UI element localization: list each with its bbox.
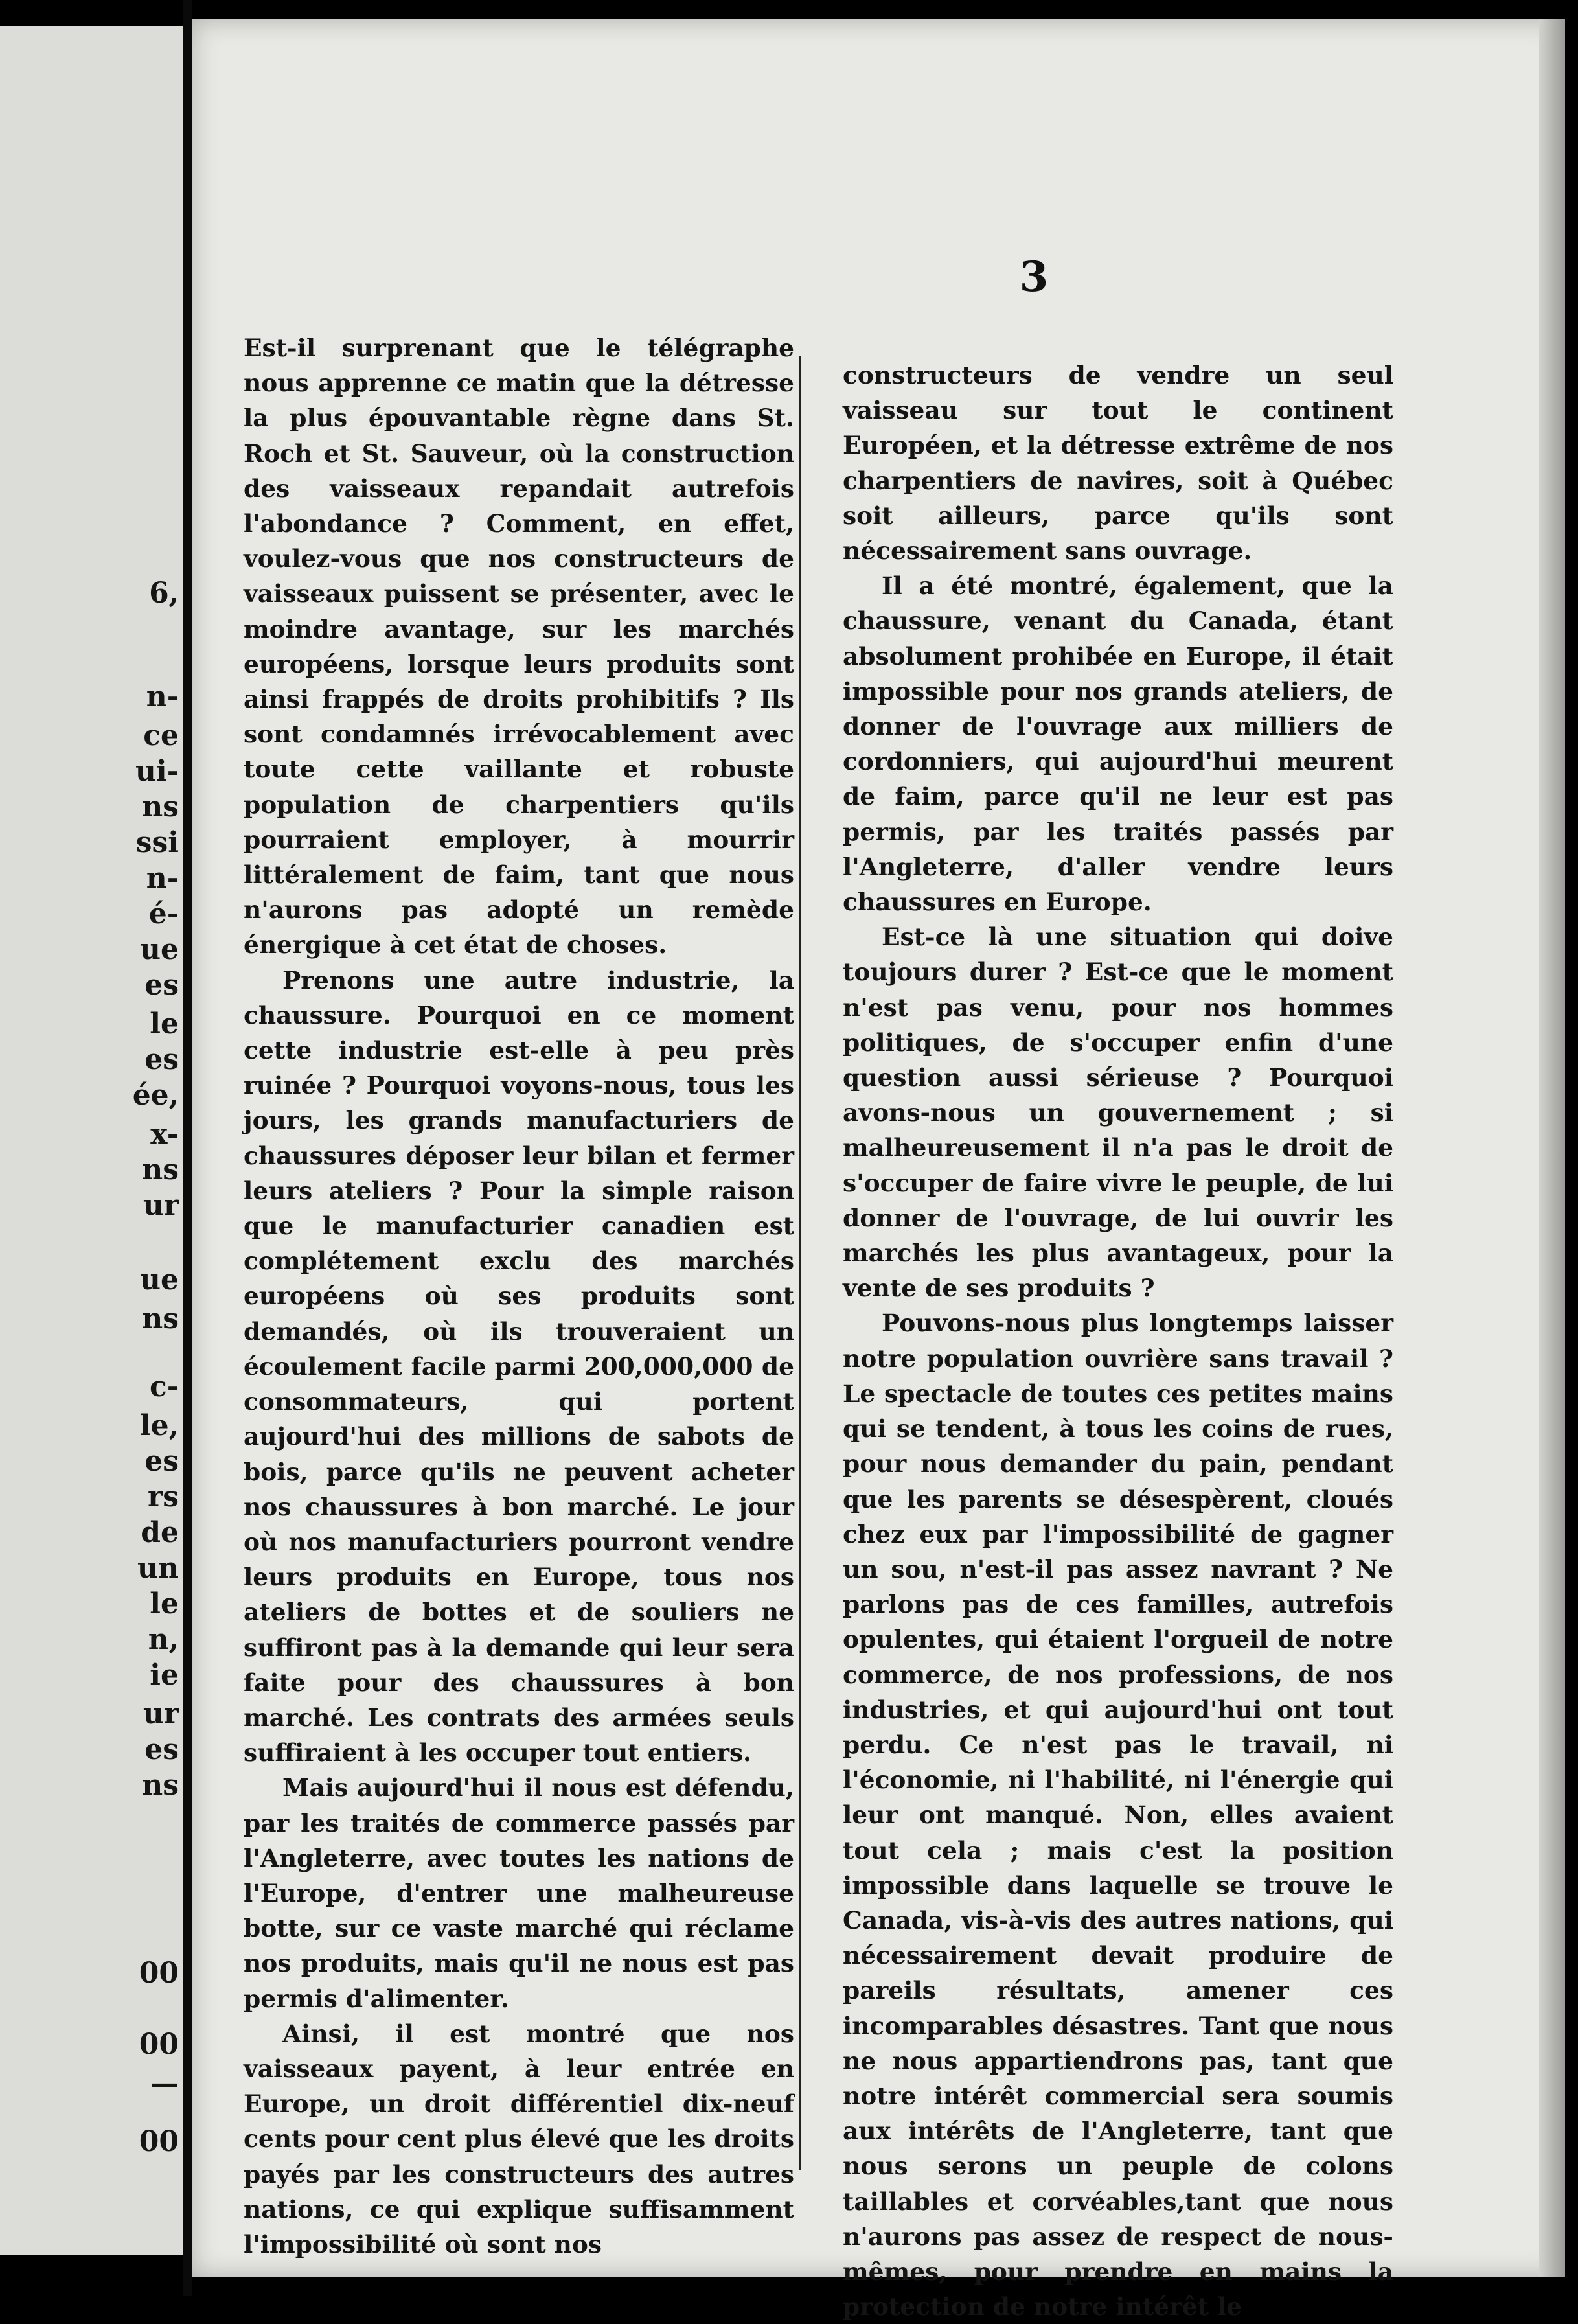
facing-page-fragment: é-: [148, 897, 179, 930]
facing-page-fragment: 00: [139, 1957, 179, 1990]
facing-page-fragment: —: [150, 2067, 179, 2100]
facing-page-fragment: ns: [142, 1153, 179, 1186]
facing-page-fragment: 00: [139, 2028, 179, 2061]
facing-page-fragment: n-: [146, 680, 179, 713]
facing-page-fragment: de: [141, 1516, 179, 1549]
facing-page-fragment: es: [144, 1445, 179, 1478]
facing-page-fragment: c-: [149, 1370, 179, 1403]
facing-page-fragment: ui-: [135, 755, 179, 788]
facing-page-fragment: ssi: [135, 826, 179, 859]
facing-page-fragment: ns: [142, 1302, 179, 1335]
column-divider: [799, 356, 801, 2170]
paragraph: Mais aujourd'hui il nous est défendu, par les traités de commerce passés par l'Angleterre, avec toutes les nations de l'Europe, d'entrer une malheureuse botte, sur ce vaste marché qui réclame nos produits, mais qu'il ne nous est pas permis d'alimenter.: [244, 1773, 794, 2013]
facing-page-fragment: le: [150, 1007, 179, 1041]
binding-gutter: [183, 0, 192, 2296]
paragraph: Pouvons-nous plus longtemps laisser notre population ouvrière sans travail ? Le spectacle de toutes ces petites mains qui se tendent, à tous les coins de rues, pour nous demander du pain, pendant que les parents se désespèrent, cloués chez eux par l'impossibilité de gagner un sou, n'est-il pas assez navrant ? Ne parlons pas de ces familles, autrefois opulentes, qui étaient l'orgueil de notre commerce, de nos professions, de nos industries, et qui aujourd'hui ont tout perdu. Ce n'est pas le travail, ni l'économie, ni l'habilité, ni l'énergie qui leur ont manqué. Non, elles avaient tout cela ; mais c'est la position impossible dans laquelle se trouve le Canada, vis-à-vis des autres nations, qui nécessairement devait produire de pareils résultats, amener ces incomparables désastres. Tant que nous ne nous appartiendrons pas, tant que notre intérêt commercial sera soumis aux intérêts de l'Angleterre, tant que nous serons un peuple de colons taillables et corvéables,tant que nous n'aurons pas assez de respect de nous-mêmes, pour prendre en mains la protection de notre intérêt le: [843, 1309, 1393, 2321]
paragraph: Est-ce là une situation qui doive toujours durer ? Est-ce que le moment n'est pas venu, pour nos hommes politiques, de s'occuper enfin d'une question aussi sérieuse ? Pourquoi avons-nous un gouvernement ; si malheureusement il n'a pas le droit de s'occuper de faire vivre le peuple, de lui donner de l'ouvrage, de lui ouvrir les marchés les plus avantageux, pour la vente de ses produits ?: [843, 923, 1393, 1303]
facing-page-edge: [0, 26, 183, 2255]
facing-page-fragment: le: [150, 1587, 179, 1620]
facing-page-fragment: ns: [142, 790, 179, 823]
text-column-left: [244, 330, 794, 2262]
paragraph: Il a été montré, également, que la chaussure, venant du Canada, étant absolument prohibée en Europe, il était impossible pour nos grands ateliers, de donner de l'ouvrage aux milliers de cordonniers, qui aujourd'hui meurent de faim, parce qu'il ne leur est pas permis, par les traités passés par l'Angleterre, d'aller vendre leurs chaussures en Europe.: [843, 571, 1393, 917]
facing-page-fragment: ce: [143, 719, 179, 752]
facing-page-fragment: ue: [140, 933, 179, 966]
facing-page-fragment: es: [144, 969, 179, 1002]
facing-page-fragment: ur: [143, 1697, 179, 1731]
facing-page-fragment: x-: [150, 1118, 179, 1151]
paragraph: constructeurs de vendre un seul vaisseau sur tout le continent Européen, et la détresse extrême de nos charpentiers de navires, soit à Québec soit ailleurs, parce qu'ils sont nécessairement sans ouvrage.: [843, 361, 1393, 566]
page-number: 3: [1019, 253, 1049, 301]
facing-page-fragment: rs: [148, 1480, 179, 1513]
facing-page-fragment: ue: [140, 1263, 179, 1296]
facing-page-fragment: es: [144, 1043, 179, 1076]
paragraph: Ainsi, il est montré que nos vaisseaux payent, à leur entrée en Europe, un droit différentiel dix-neuf cents pour cent plus élevé que les droits payés par les constructeurs des autres nations, ce qui explique suffisamment l'impossibilité où sont nos: [244, 2019, 794, 2259]
facing-page-fragment: n,: [148, 1623, 179, 1656]
facing-page-fragment: ée,: [132, 1079, 179, 1112]
facing-page-fragment: ur: [143, 1189, 179, 1222]
paragraph: Est-il surprenant que le télégraphe nous apprenne ce matin que la détresse la plus épouvantable règne dans St. Roch et St. Sauveur, où la construction des vaisseaux repandait autrefois l'abondance ? Comment, en effet, voulez-vous que nos constructeurs de vaisseaux puissent se présenter, avec le moindre avantage, sur les marchés européens, lorsque leurs produits sont ainsi frappés de droits prohibitifs ? Ils sont condamnés irrévocablement avec toute cette vaillante et robuste population de charpentiers qu'ils pourraient employer, à mourrir littéralement de faim, tant que nous n'aurons pas adopté un remède énergique à cet état de choses.: [244, 334, 794, 960]
facing-page-fragment: es: [144, 1733, 179, 1766]
document-page: [192, 19, 1565, 2321]
facing-page-fragment: 00: [139, 2125, 179, 2158]
paragraph: Prenons une autre industrie, la chaussure. Pourquoi en ce moment cette industrie est-elle à peu près ruinée ? Pourquoi voyons-nous, tous les jours, les grands manufacturiers de chaussures déposer leur bilan et fermer leurs ateliers ? Pour la simple raison que le manufacturier canadien est complétement exclu des marchés européens où ses produits sont demandés, où ils trouveraient un écoulement facile parmi 200,000,000 de consommateurs, qui portent aujourd'hui des millions de sabots de bois, parce qu'ils ne peuvent acheter nos chaussures à bon marché. Le jour où nos manufacturiers pourront vendre leurs produits en Europe, tous nos ateliers de bottes et de souliers ne suffiront pas à la demande qui leur sera faite pour des chaussures à bon marché. Les contrats des armées seuls suffiraient à les occuper tout entiers.: [244, 965, 794, 1767]
facing-page-fragment: ns: [142, 1769, 179, 1802]
facing-page-fragment: 6,: [149, 577, 179, 610]
facing-page-fragment: ie: [150, 1659, 179, 1692]
text-column-right: [843, 358, 1393, 2324]
page-edge-shadow: [1539, 19, 1565, 2277]
facing-page-fragment: un: [137, 1552, 179, 1585]
facing-page-fragment: le,: [139, 1409, 179, 1442]
facing-page-fragment: n-: [146, 862, 179, 895]
